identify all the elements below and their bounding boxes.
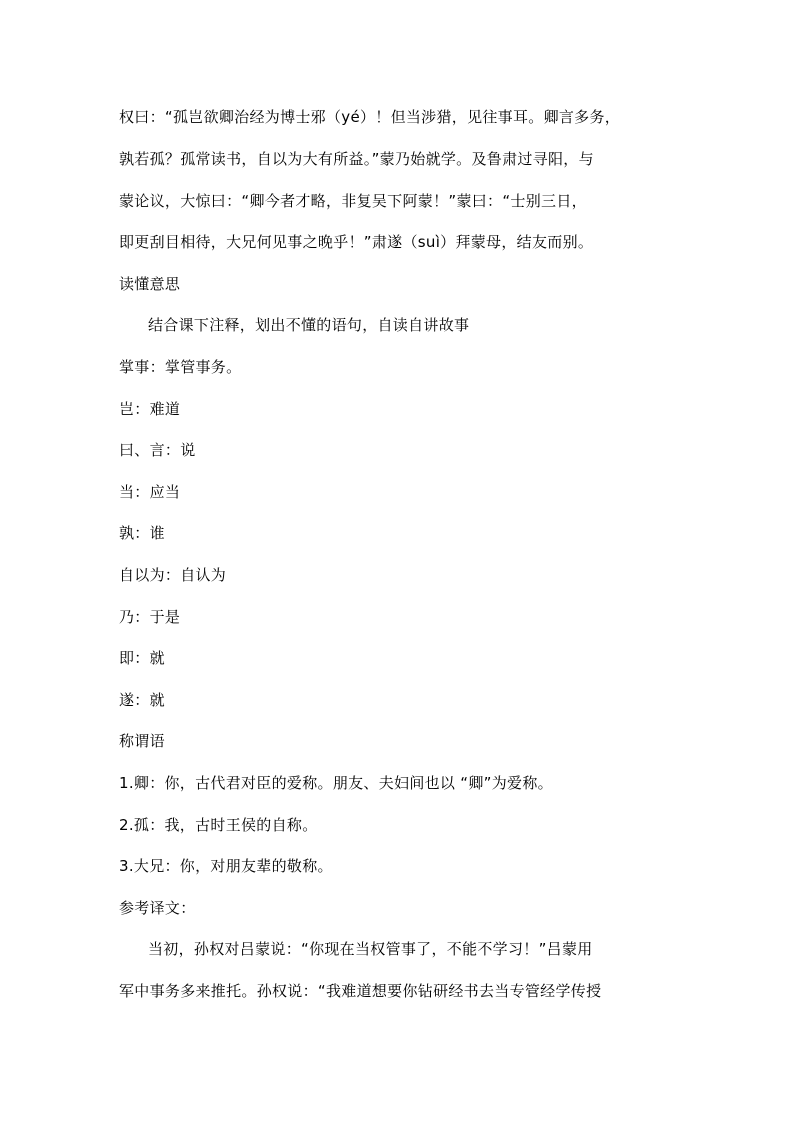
text-line: 蒙论议，大惊曰：“卿今者才略，非复吴下阿蒙！”蒙曰：“士别三日，: [119, 192, 587, 210]
glossary-item: 乃：于是: [119, 608, 181, 626]
section-heading: 读懂意思: [119, 275, 181, 293]
glossary-item: 当：应当: [119, 483, 181, 501]
glossary-item: 掌事：掌管事务。: [119, 358, 242, 376]
list-item: 1.卿：你，古代君对臣的爱称。朋友、夫妇间也以 “卿”为爱称。: [119, 774, 553, 792]
glossary-item: 曰、言：说: [119, 441, 196, 459]
text-line: 权曰：“孤岂欲卿治经为博士邪（yé）！但当涉猎，见往事耳。卿言多务，: [119, 108, 621, 126]
translation-line: 军中事务多来推托。孙权说：“我难道想要你钻研经书去当专管经学传授: [119, 982, 602, 1000]
glossary-item: 孰：谁: [119, 524, 165, 542]
list-item: 2.孤：我，古时王侯的自称。: [119, 816, 318, 834]
glossary-item: 即：就: [119, 649, 165, 667]
text-line: 孰若孤？孤常读书，自以为大有所益。”蒙乃始就学。及鲁肃过寻阳，与: [119, 150, 594, 168]
translation-line: 当初，孙权对吕蒙说：“你现在当权管事了，不能不学习！”吕蒙用: [148, 940, 593, 958]
section-heading: 参考译文：: [119, 899, 196, 917]
instruction-line: 结合课下注释，划出不懂的语句，自读自讲故事: [148, 316, 470, 334]
section-heading: 称谓语: [119, 732, 165, 750]
glossary-item: 岂：难道: [119, 400, 181, 418]
glossary-item: 遂：就: [119, 691, 165, 709]
list-item: 3.大兄：你，对朋友辈的敬称。: [119, 857, 333, 875]
glossary-item: 自以为：自认为: [119, 566, 227, 584]
text-line: 即更刮目相待，大兄何见事之晚乎！”肃遂（suì）拜蒙母，结友而别。: [119, 233, 594, 251]
